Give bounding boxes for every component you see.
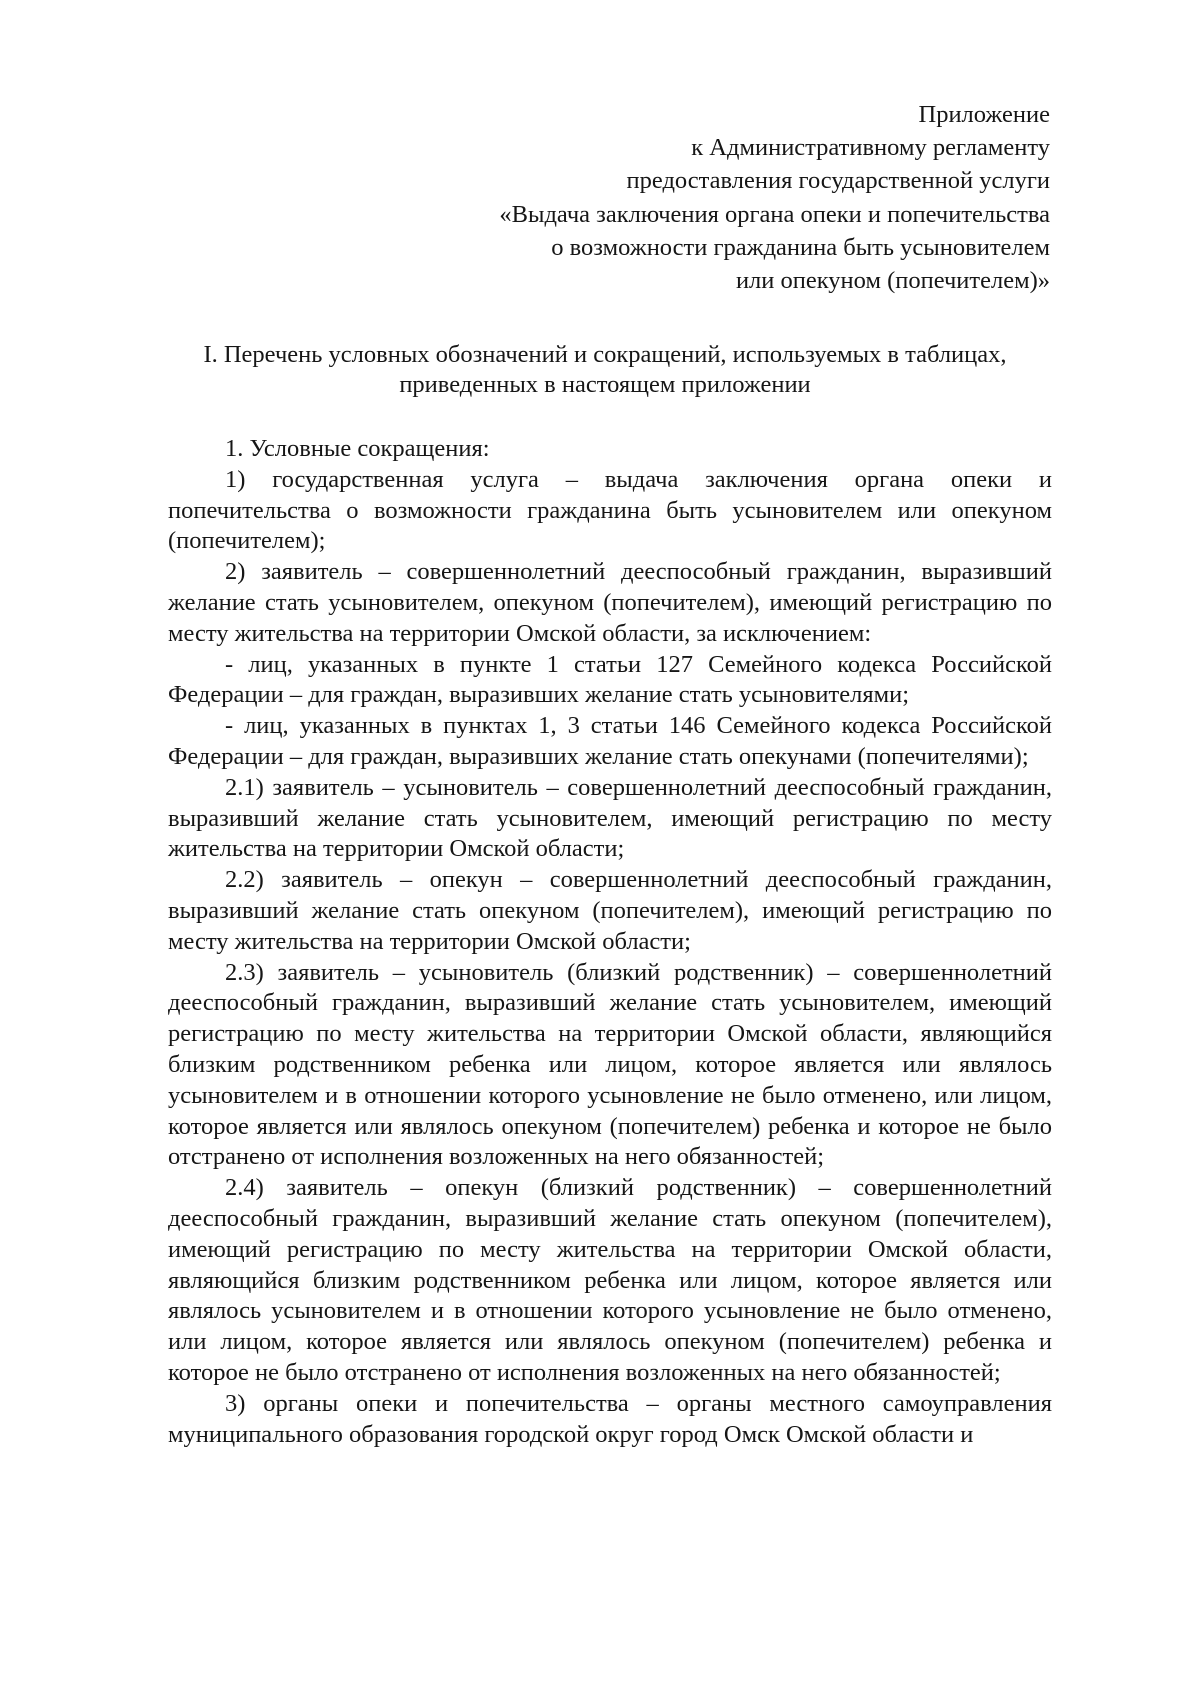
section-title-line: I. Перечень условных обозначений и сокращений, используемых в таблицах, (203, 341, 1007, 368)
paragraph: 2.2) заявитель – опекун – совершеннолетний дееспособный гражданин, выразивший желание стать опекуном (попечителем), имеющий регистрацию по месту жительства на территории Омской области; (168, 866, 1052, 955)
appendix-header-line: предоставления государственной услуги (626, 167, 1050, 195)
appendix-header-line: к Административному регламенту (691, 134, 1050, 162)
document-body (168, 434, 1052, 1450)
appendix-header (290, 98, 1050, 297)
appendix-header-line: Приложение (918, 101, 1050, 128)
paragraph: 2.3) заявитель – усыновитель (близкий родственник) – совершеннолетний дееспособный гражданин, выразивший желание стать усыновителем, имеющий регистрацию по месту жительства на территории Омской области, являющийся близким родственником ребенка или лицом, которое является или являлось усыновителем и в отношении которого усыновление не было отменено, или лицом, которое является или являлось опекуном (попечителем) ребенка и которое не было отстранено от исполнения возложенных на него обязанностей; (168, 958, 1052, 1171)
paragraph: - лиц, указанных в пунктах 1, 3 статьи 146 Семейного кодекса Российской Федерации – для граждан, выразивших желание стать опекунами (попечителями); (168, 712, 1052, 770)
appendix-header-line: или опекуном (попечителем)» (735, 267, 1050, 295)
paragraph: 2.4) заявитель – опекун (близкий родственник) – совершеннолетний дееспособный гражданин, выразивший желание стать опекуном (попечителем), имеющий регистрацию по месту жительства на территории Омской области, являющийся близким родственником ребенка или лицом, которое является или являлось усыновителем и в отношении которого усыновление не было отменено, или лицом, которое является или являлось опекуном (попечителем) ребенка и которое не было отстранено от исполнения возложенных на него обязанностей; (168, 1174, 1052, 1386)
appendix-header-line: «Выдача заключения органа опеки и попечительства (499, 200, 1050, 228)
paragraph: 2.1) заявитель – усыновитель – совершеннолетний дееспособный гражданин, выразивший желание стать усыновителем, имеющий регистрацию по месту жительства на территории Омской области; (168, 773, 1052, 863)
paragraph: - лиц, указанных в пункте 1 статьи 127 Семейного кодекса Российской Федерации – для граждан, выразивших желание стать усыновителями; (168, 650, 1052, 709)
appendix-header-line: о возможности гражданина быть усыновителем (551, 233, 1050, 261)
subsection-heading: 1. Условные сокращения: (225, 435, 490, 462)
section-title (160, 340, 1050, 400)
paragraph: 2) заявитель – совершеннолетний дееспособный гражданин, выразивший желание стать усыновителем, опекуном (попечителем), имеющий регистрацию по месту жительства на территории Омской области, за исключением: (168, 558, 1052, 647)
paragraph: 1) государственная услуга – выдача заключения органа опеки и попечительства о возможности гражданина быть усыновителем или опекуном (попечителем); (168, 465, 1052, 555)
paragraph: 3) органы опеки и попечительства – органы местного самоуправления муниципального образования городской округ город Омск Омской области и (168, 1389, 1052, 1448)
section-title-line: приведенных в настоящем приложении (399, 371, 811, 398)
